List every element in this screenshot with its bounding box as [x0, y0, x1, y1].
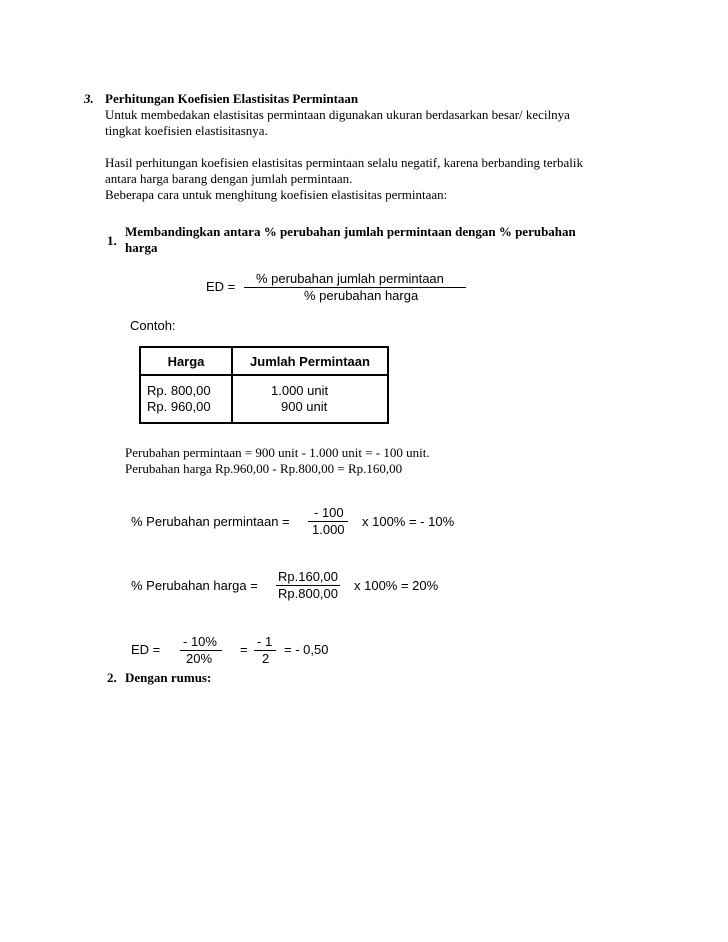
eq-price-label: % Perubahan harga = [131, 578, 258, 593]
eq-ed-denominator: 20% [186, 651, 213, 666]
eq-price-result: x 100% = 20% [354, 578, 439, 593]
method1-title-line: harga [125, 240, 158, 255]
intro-line: tingkat koefisien elastisitasnya. [105, 123, 268, 138]
eq-demand-label: % Perubahan permintaan = [131, 514, 290, 529]
section-number: 3. [84, 91, 94, 106]
eq-ed-label: ED = [131, 642, 161, 657]
eq-ed-denominator2: 2 [262, 651, 270, 666]
calc-price-change: Perubahan harga Rp.960,00 - Rp.800,00 = Rp.160,00 [125, 461, 403, 476]
price-value: Rp. 800,00 [147, 383, 211, 398]
table-cell-demand [232, 375, 388, 423]
eq-demand-result: x 100% = - 10% [362, 514, 455, 529]
ed-formula-lhs: ED = [206, 279, 236, 294]
intro-line: Untuk membedakan elastisitas permintaan digunakan ukuran berdasarkan besar/ kecilnya [105, 107, 570, 122]
price-demand-table [139, 346, 389, 424]
demand-value: 1.000 unit [271, 383, 329, 398]
eq-price-numerator: Rp.160,00 [278, 569, 338, 584]
table-cell-price [140, 375, 232, 423]
method1-number: 1. [107, 233, 117, 248]
table-header-demand: Jumlah Permintaan [232, 347, 388, 375]
note-line: antara harga barang dengan jumlah permintaan. [105, 171, 353, 186]
method1-title [125, 224, 576, 256]
eq-ed-equals: = [240, 642, 248, 657]
ed-formula-denominator: % perubahan harga [304, 288, 419, 303]
intro-paragraph [105, 107, 570, 139]
eq-price-denominator: Rp.800,00 [278, 586, 338, 601]
section-title: Perhitungan Koefisien Elastisitas Permintaan [105, 91, 359, 106]
calc-demand-change: Perubahan permintaan = 900 unit - 1.000 unit = - 100 unit. [125, 445, 430, 460]
ed-formula-numerator: % perubahan jumlah permintaan [256, 271, 444, 286]
example-label: Contoh: [130, 318, 176, 333]
note-line: Hasil perhitungan koefisien elastisitas permintaan selalu negatif, karena berbanding terbalik [105, 155, 583, 170]
note-paragraph [105, 155, 583, 203]
eq-ed-numerator2: - 1 [257, 634, 273, 649]
demand-value: 900 unit [281, 399, 328, 414]
table-header-price: Harga [140, 347, 232, 375]
eq-demand-numerator: - 100 [314, 505, 344, 520]
method2-title: Dengan rumus: [125, 670, 212, 685]
method2-number: 2. [107, 670, 117, 685]
method1-title-line: Membandingkan antara % perubahan jumlah permintaan dengan % perubahan [125, 224, 576, 239]
eq-ed-numerator: - 10% [183, 634, 217, 649]
eq-demand-denominator: 1.000 [312, 522, 345, 537]
note-line: Beberapa cara untuk menghitung koefisien elastisitas permintaan: [105, 187, 448, 202]
eq-ed-result: = - 0,50 [284, 642, 329, 657]
price-value: Rp. 960,00 [147, 399, 211, 414]
